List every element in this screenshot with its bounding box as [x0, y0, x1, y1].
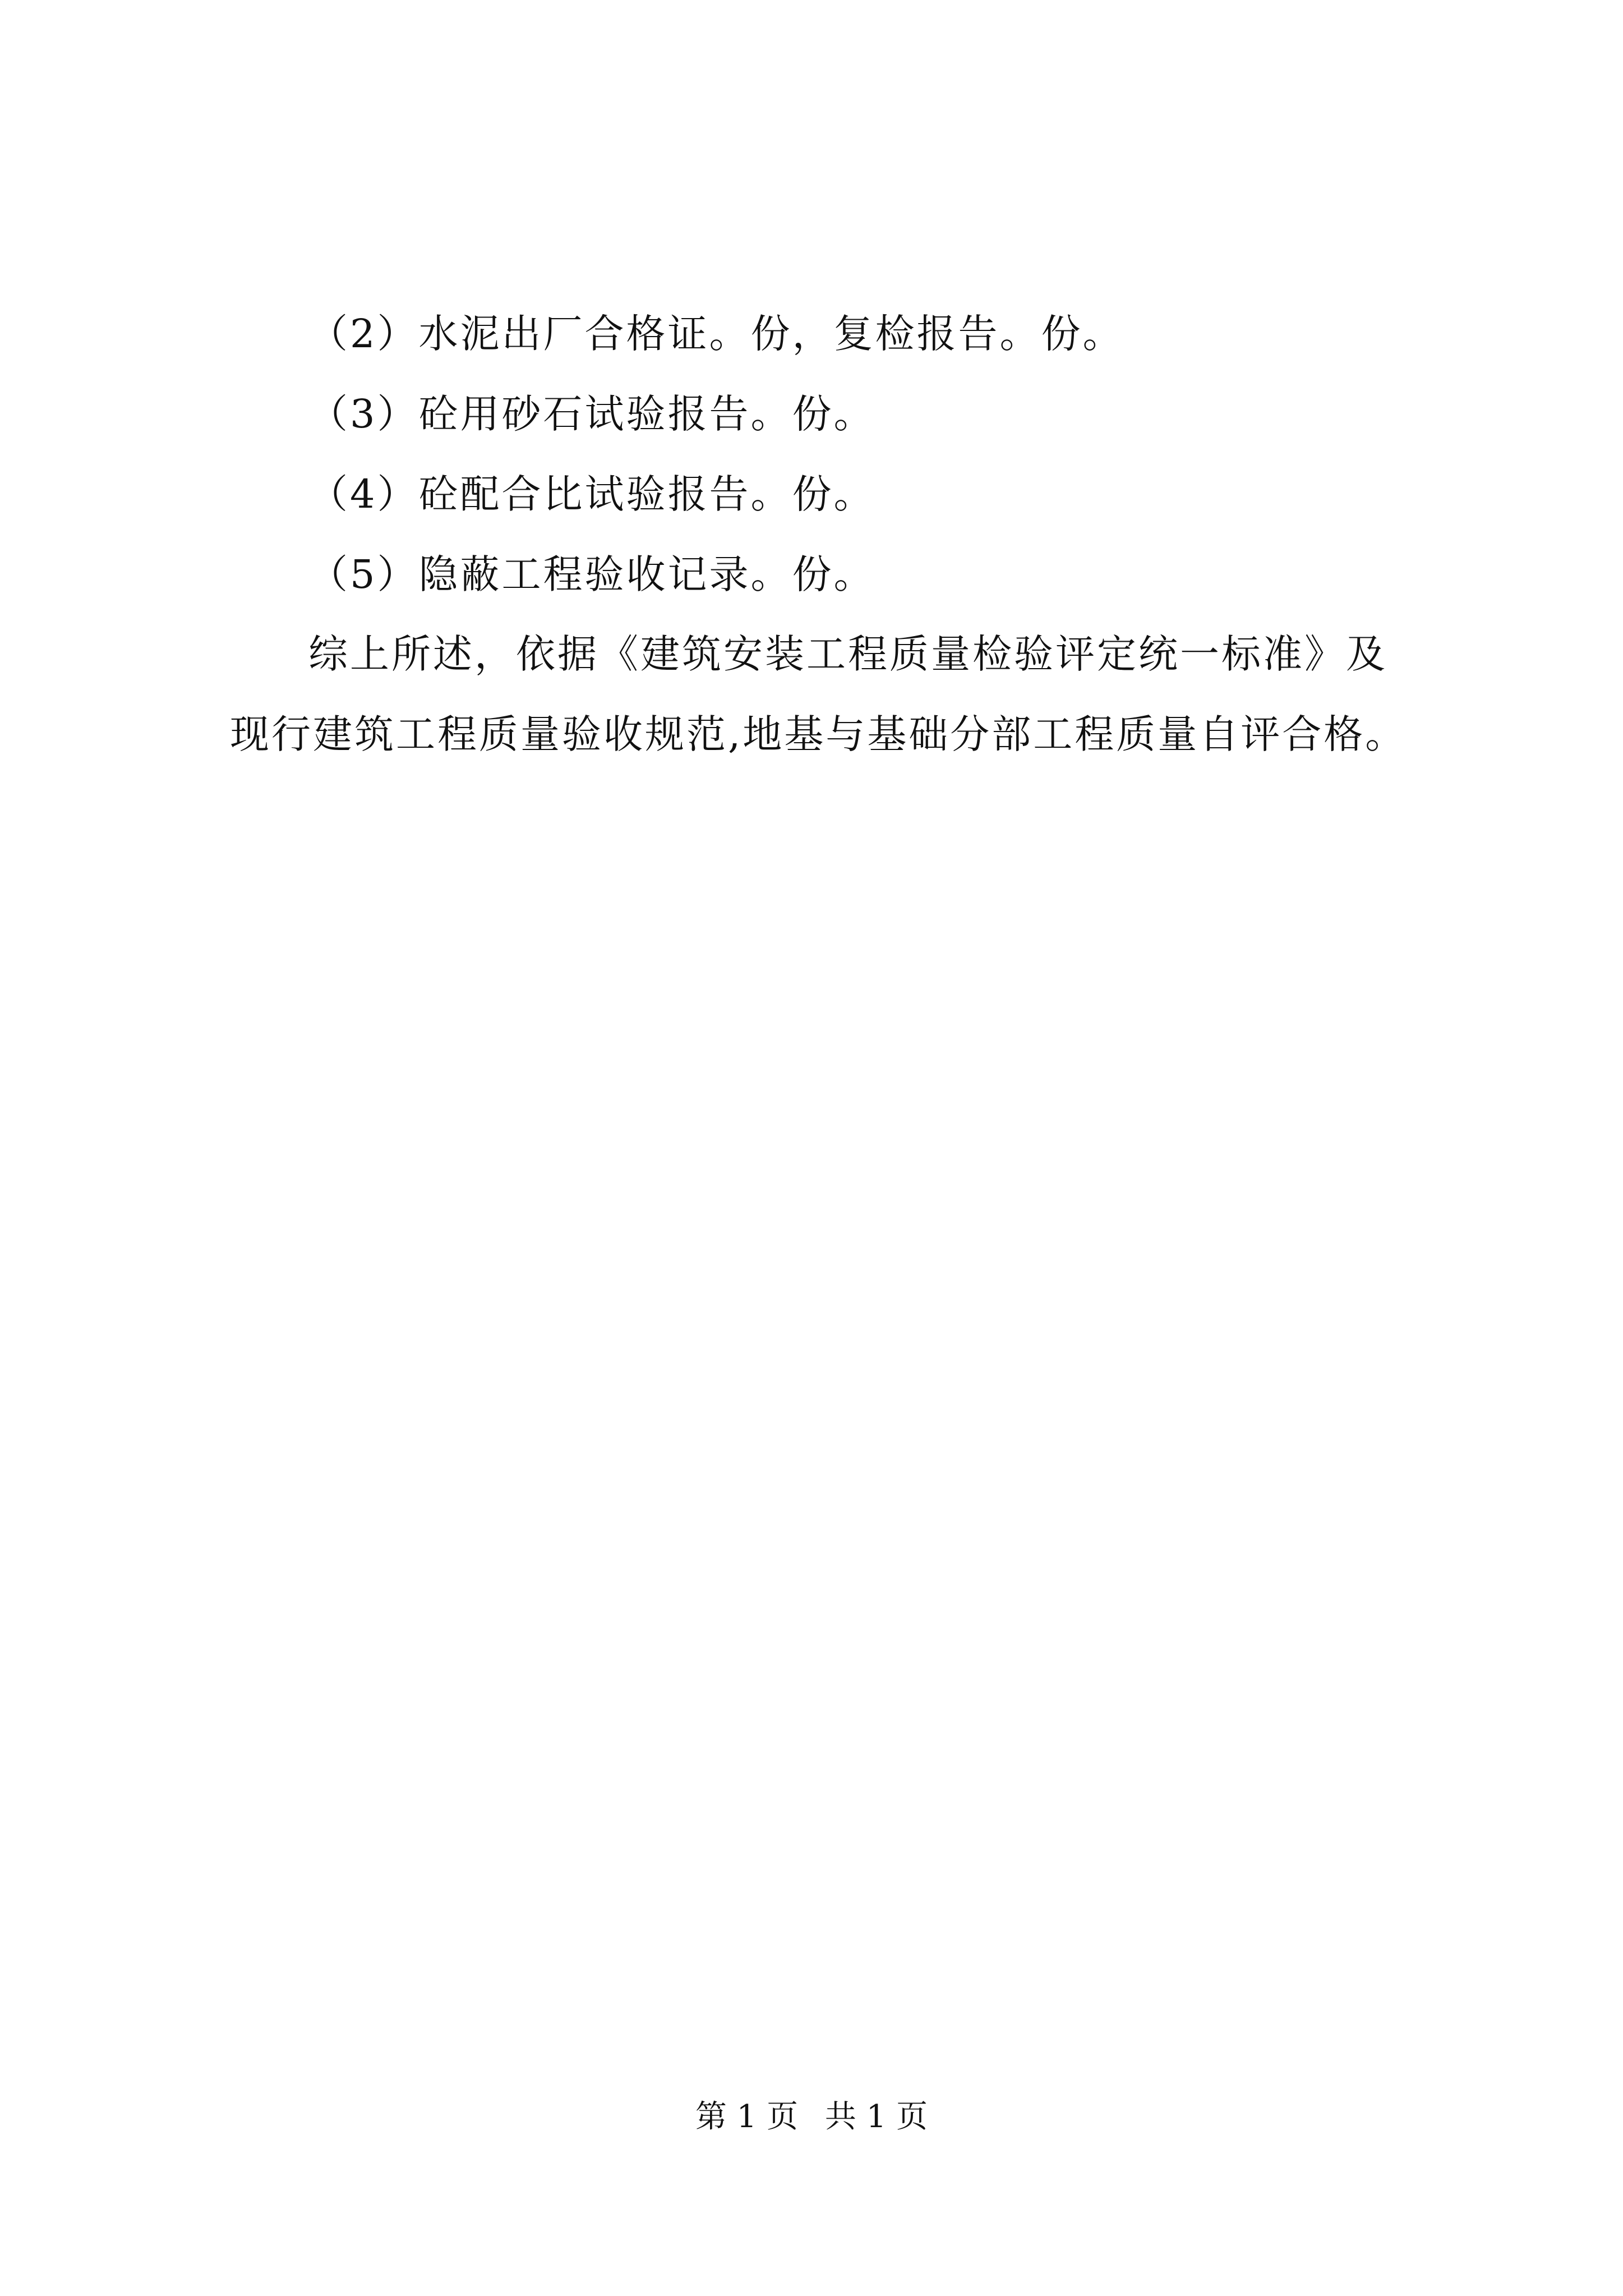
- total-pages: 共 1 页: [824, 2099, 928, 2135]
- page-footer: [0, 2100, 1623, 2134]
- list-item: （5）隐蔽工程验收记录。份。: [308, 551, 875, 597]
- document-body: [230, 311, 1441, 775]
- list-item: （2）水泥出厂合格证。份，复检报告。份。: [308, 311, 1124, 357]
- summary-paragraph: [230, 614, 1441, 775]
- list-item: （3）砼用砂石试验报告。份。: [308, 391, 875, 437]
- summary-line-2: 现行建筑工程质量验收规范,地基与基础分部工程质量自评合格。: [230, 711, 1407, 757]
- page-number: 第 1 页: [695, 2099, 799, 2135]
- list-item: （4）砼配合比试验报告。份。: [308, 471, 875, 517]
- summary-line-1: 综上所述，依据《建筑安装工程质量检验评定统一标准》及: [308, 631, 1387, 677]
